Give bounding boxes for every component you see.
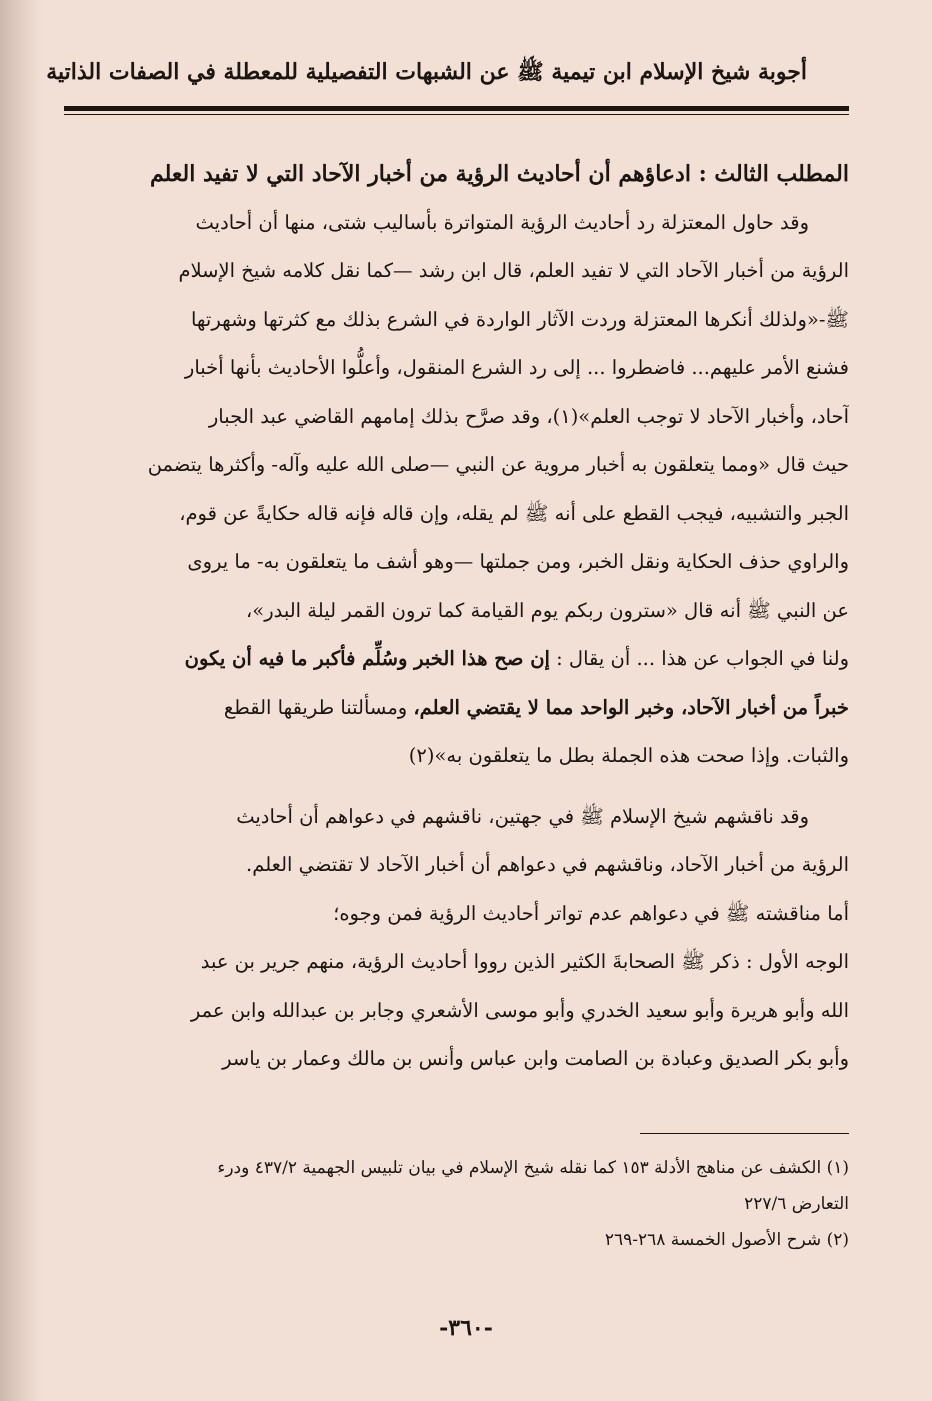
discussion-line: وأبو بكر الصديق وعبادة بن الصامت وابن عباس وأنس بن مالك وعمار بن ياسر: [222, 1047, 849, 1070]
page-gutter-shadow: [0, 0, 42, 1401]
body-line: آحاد، وأخبار الآحاد لا توجب العلم»(١)، وقد صرَّح بذلك إمامهم القاضي عبد الجبار: [208, 404, 849, 428]
body-line: الجبر والتشبيه، فيجب القطع على أنه ﷺ لم يقله، وإن قاله فإنه قاله حكايةً عن قوم،: [179, 501, 849, 525]
footnote-line: (٢) شرح الأصول الخمسة ٢٦٨-٢٦٩: [604, 1230, 849, 1250]
reply-plain: ولنا في الجواب عن هذا ... أن يقال :: [549, 647, 849, 670]
discussion-line: الرؤية من أخبار الآحاد، وناقشهم في دعواهم أن أخبار الآحاد لا تقتضي العلم.: [246, 853, 849, 876]
footnote-line: (١) الكشف عن مناهج الأدلة ١٥٣ كما نقله شيخ الإسلام في بيان تلبيس الجهمية ٤٣٧/٢ ودرء: [217, 1158, 849, 1178]
reply-line-1: [64, 635, 849, 684]
footnote-rule: [640, 1133, 849, 1134]
body-line: ﷺ-«ولذلك أنكرها المعتزلة وردت الآثار الواردة في الشرع بذلك مع كثرتها وشهرتها: [190, 307, 849, 331]
header-rule-thick: [64, 106, 849, 111]
body-line: فشنع الأمر عليهم... فاضطروا ... إلى رد الشرع المنقول، وأعلُّوا الأحاديث بأنها أخبار: [184, 356, 849, 379]
reply-plain: ومسألتنا طريقها القطع: [223, 695, 414, 719]
body-line: الرؤية من أخبار الآحاد التي لا تفيد العلم، قال ابن رشد —كما نقل كلامه شيخ الإسلام: [178, 259, 849, 282]
discussion-line: الله وأبو هريرة وأبو سعيد الخدري وأبو موسى الأشعري وجابر بن عبدالله وابن عمر: [190, 998, 849, 1022]
reply-line-3: والثبات. وإذا صحت هذه الجملة بطل ما يتعلقون به»(٢): [408, 744, 849, 767]
body-line: عن النبي ﷺ أنه قال «سترون ربكم يوم القيامة كما ترون القمر ليلة البدر»،: [245, 598, 849, 622]
main-text: [64, 150, 849, 1084]
footnote-line: التعارض ٢٢٧/٦: [744, 1194, 849, 1214]
reply-bold: خبراً من أخبار الآحاد، وخبر الواحد مما لا يقتضي العلم،: [413, 695, 849, 719]
discussion-line: الوجه الأول : ذكر ﷺ الصحابةَ الكثير الذين رووا أحاديث الرؤية، منهم جرير بن عبد: [200, 950, 849, 973]
discussion-line: أما مناقشته ﷺ في دعواهم عدم تواتر أحاديث الرؤية فمن وجوه؛: [333, 901, 849, 925]
body-line: حيث قال «ومما يتعلقون به أخبار مروية عن النبي —صلى الله عليه وآله- وأكثرها يتضمن: [147, 453, 849, 476]
body-line: والراوي حذف الحكاية ونقل الخبر، ومن جملتها —وهو أشف ما يتعلقون به- ما يروى: [187, 550, 849, 573]
body-line: وقد حاول المعتزلة رد أحاديث الرؤية المتواترة بأساليب شتى، منها أن أحاديث: [195, 210, 809, 234]
discussion-line: وقد ناقشهم شيخ الإسلام ﷺ في جهتين، ناقشهم في دعواهم أن أحاديث: [236, 804, 809, 828]
running-header: أجوبة شيخ الإسلام ابن تيمية ﷺ عن الشبهات التفصيلية للمعطلة في الصفات الذاتية: [46, 59, 807, 85]
reply-bold: إن صح هذا الخبر وسُلِّم فأكبر ما فيه أن يكون: [184, 647, 550, 670]
footnotes: [64, 1150, 849, 1258]
section-title: المطلب الثالث : ادعاؤهم أن أحاديث الرؤية من أخبار الآحاد التي لا تفيد العلم: [149, 161, 849, 187]
header-rule-thin: [64, 114, 849, 115]
reply-line-2: [64, 684, 849, 733]
page-number: -٣٦٠-: [439, 1315, 493, 1341]
